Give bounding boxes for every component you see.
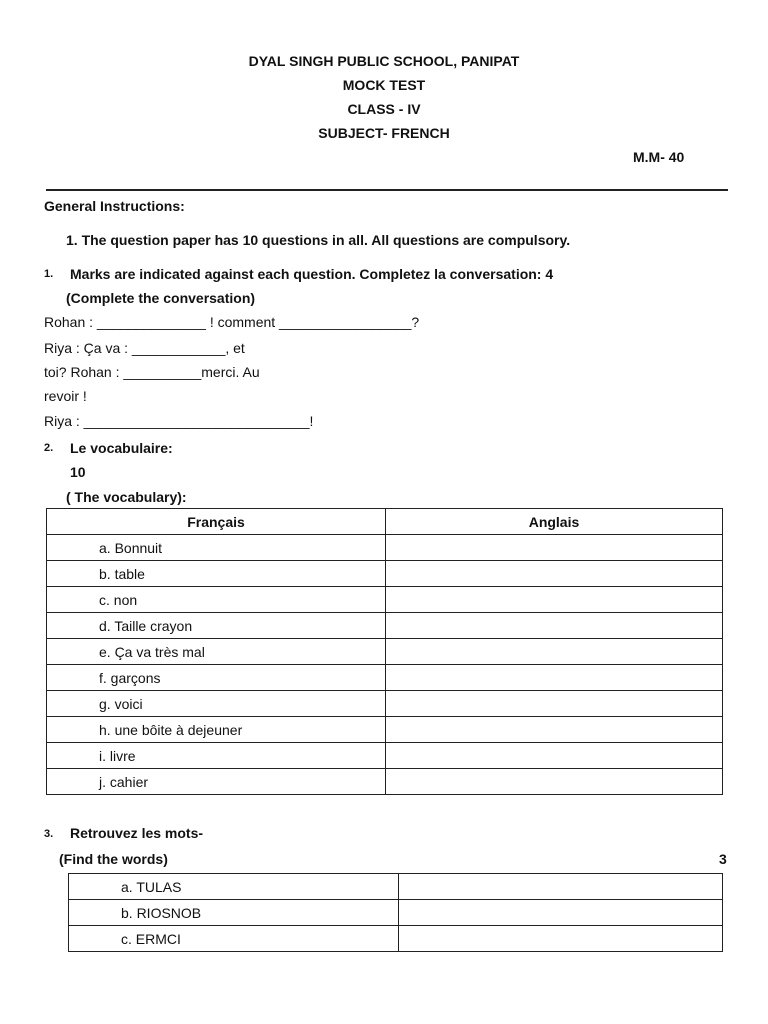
english-answer-cell[interactable]: [386, 743, 723, 769]
q1-text: Marks are indicated against each question. Completez la conversation: 4: [70, 266, 554, 282]
table-row: [47, 769, 723, 795]
english-answer-cell[interactable]: [386, 613, 723, 639]
q2-translation: ( The vocabulary):: [66, 489, 187, 505]
english-answer-cell[interactable]: [386, 587, 723, 613]
q1-number: 1.: [44, 268, 54, 280]
table-row: [47, 665, 723, 691]
class-label: CLASS - IV: [347, 101, 421, 117]
school-name: DYAL SINGH PUBLIC SCHOOL, PANIPAT: [248, 53, 520, 69]
table-row: [47, 561, 723, 587]
subject-label: SUBJECT- FRENCH: [318, 125, 450, 141]
english-answer-cell[interactable]: [386, 769, 723, 795]
q2-number: 2.: [44, 442, 54, 454]
table-header-row: [47, 509, 723, 535]
answer-cell[interactable]: [399, 874, 723, 900]
q3-marks: 3: [719, 851, 727, 867]
q1-translation: (Complete the conversation): [66, 290, 256, 306]
instructions-title: General Instructions:: [44, 198, 185, 214]
table-row: [47, 535, 723, 561]
instruction-item-1: 1. The question paper has 10 questions in all. All questions are compulsory.: [66, 232, 571, 248]
english-answer-cell[interactable]: [386, 717, 723, 743]
french-word: i. livre: [47, 743, 386, 769]
q3-text: Retrouvez les mots-: [70, 825, 204, 841]
q1-line-2: Riya : Ça va : ____________, et: [44, 340, 245, 356]
table-row: [47, 743, 723, 769]
french-word: g. voici: [47, 691, 386, 717]
french-word: j. cahier: [47, 769, 386, 795]
table-row: [69, 900, 723, 926]
q2-marks: 10: [70, 464, 86, 480]
english-answer-cell[interactable]: [386, 535, 723, 561]
french-word: c. non: [47, 587, 386, 613]
table-row: [47, 717, 723, 743]
english-answer-cell[interactable]: [386, 639, 723, 665]
english-answer-cell[interactable]: [386, 561, 723, 587]
french-word: a. Bonnuit: [47, 535, 386, 561]
table-row: [69, 926, 723, 952]
french-word: b. table: [47, 561, 386, 587]
q3-translation: (Find the words): [59, 851, 168, 867]
scrambled-word: b. RIOSNOB: [69, 900, 399, 926]
scrambled-word: a. TULAS: [69, 874, 399, 900]
table-row: [47, 639, 723, 665]
table-row: [47, 691, 723, 717]
french-word: e. Ça va très mal: [47, 639, 386, 665]
column-header-francais: Français: [47, 509, 386, 535]
column-header-anglais: Anglais: [386, 509, 723, 535]
answer-cell[interactable]: [399, 900, 723, 926]
q3-number: 3.: [44, 828, 54, 840]
q1-line-4: revoir !: [44, 388, 87, 404]
find-words-table: [68, 873, 723, 952]
q1-line-5: Riya : _____________________________!: [44, 413, 314, 429]
q2-text: Le vocabulaire:: [70, 440, 173, 456]
q1-line-1: Rohan : ______________ ! comment _________________?: [44, 314, 420, 330]
table-row: [69, 874, 723, 900]
answer-cell[interactable]: [399, 926, 723, 952]
scrambled-word: c. ERMCI: [69, 926, 399, 952]
english-answer-cell[interactable]: [386, 665, 723, 691]
table-row: [47, 587, 723, 613]
french-word: d. Taille crayon: [47, 613, 386, 639]
french-word: h. une bôite à dejeuner: [47, 717, 386, 743]
test-title: MOCK TEST: [342, 77, 426, 93]
table-row: [47, 613, 723, 639]
header-divider: [46, 189, 728, 191]
vocabulary-table: [46, 508, 723, 795]
q1-line-3: toi? Rohan : __________merci. Au: [44, 364, 260, 380]
max-marks: M.M- 40: [633, 149, 685, 165]
french-word: f. garçons: [47, 665, 386, 691]
english-answer-cell[interactable]: [386, 691, 723, 717]
